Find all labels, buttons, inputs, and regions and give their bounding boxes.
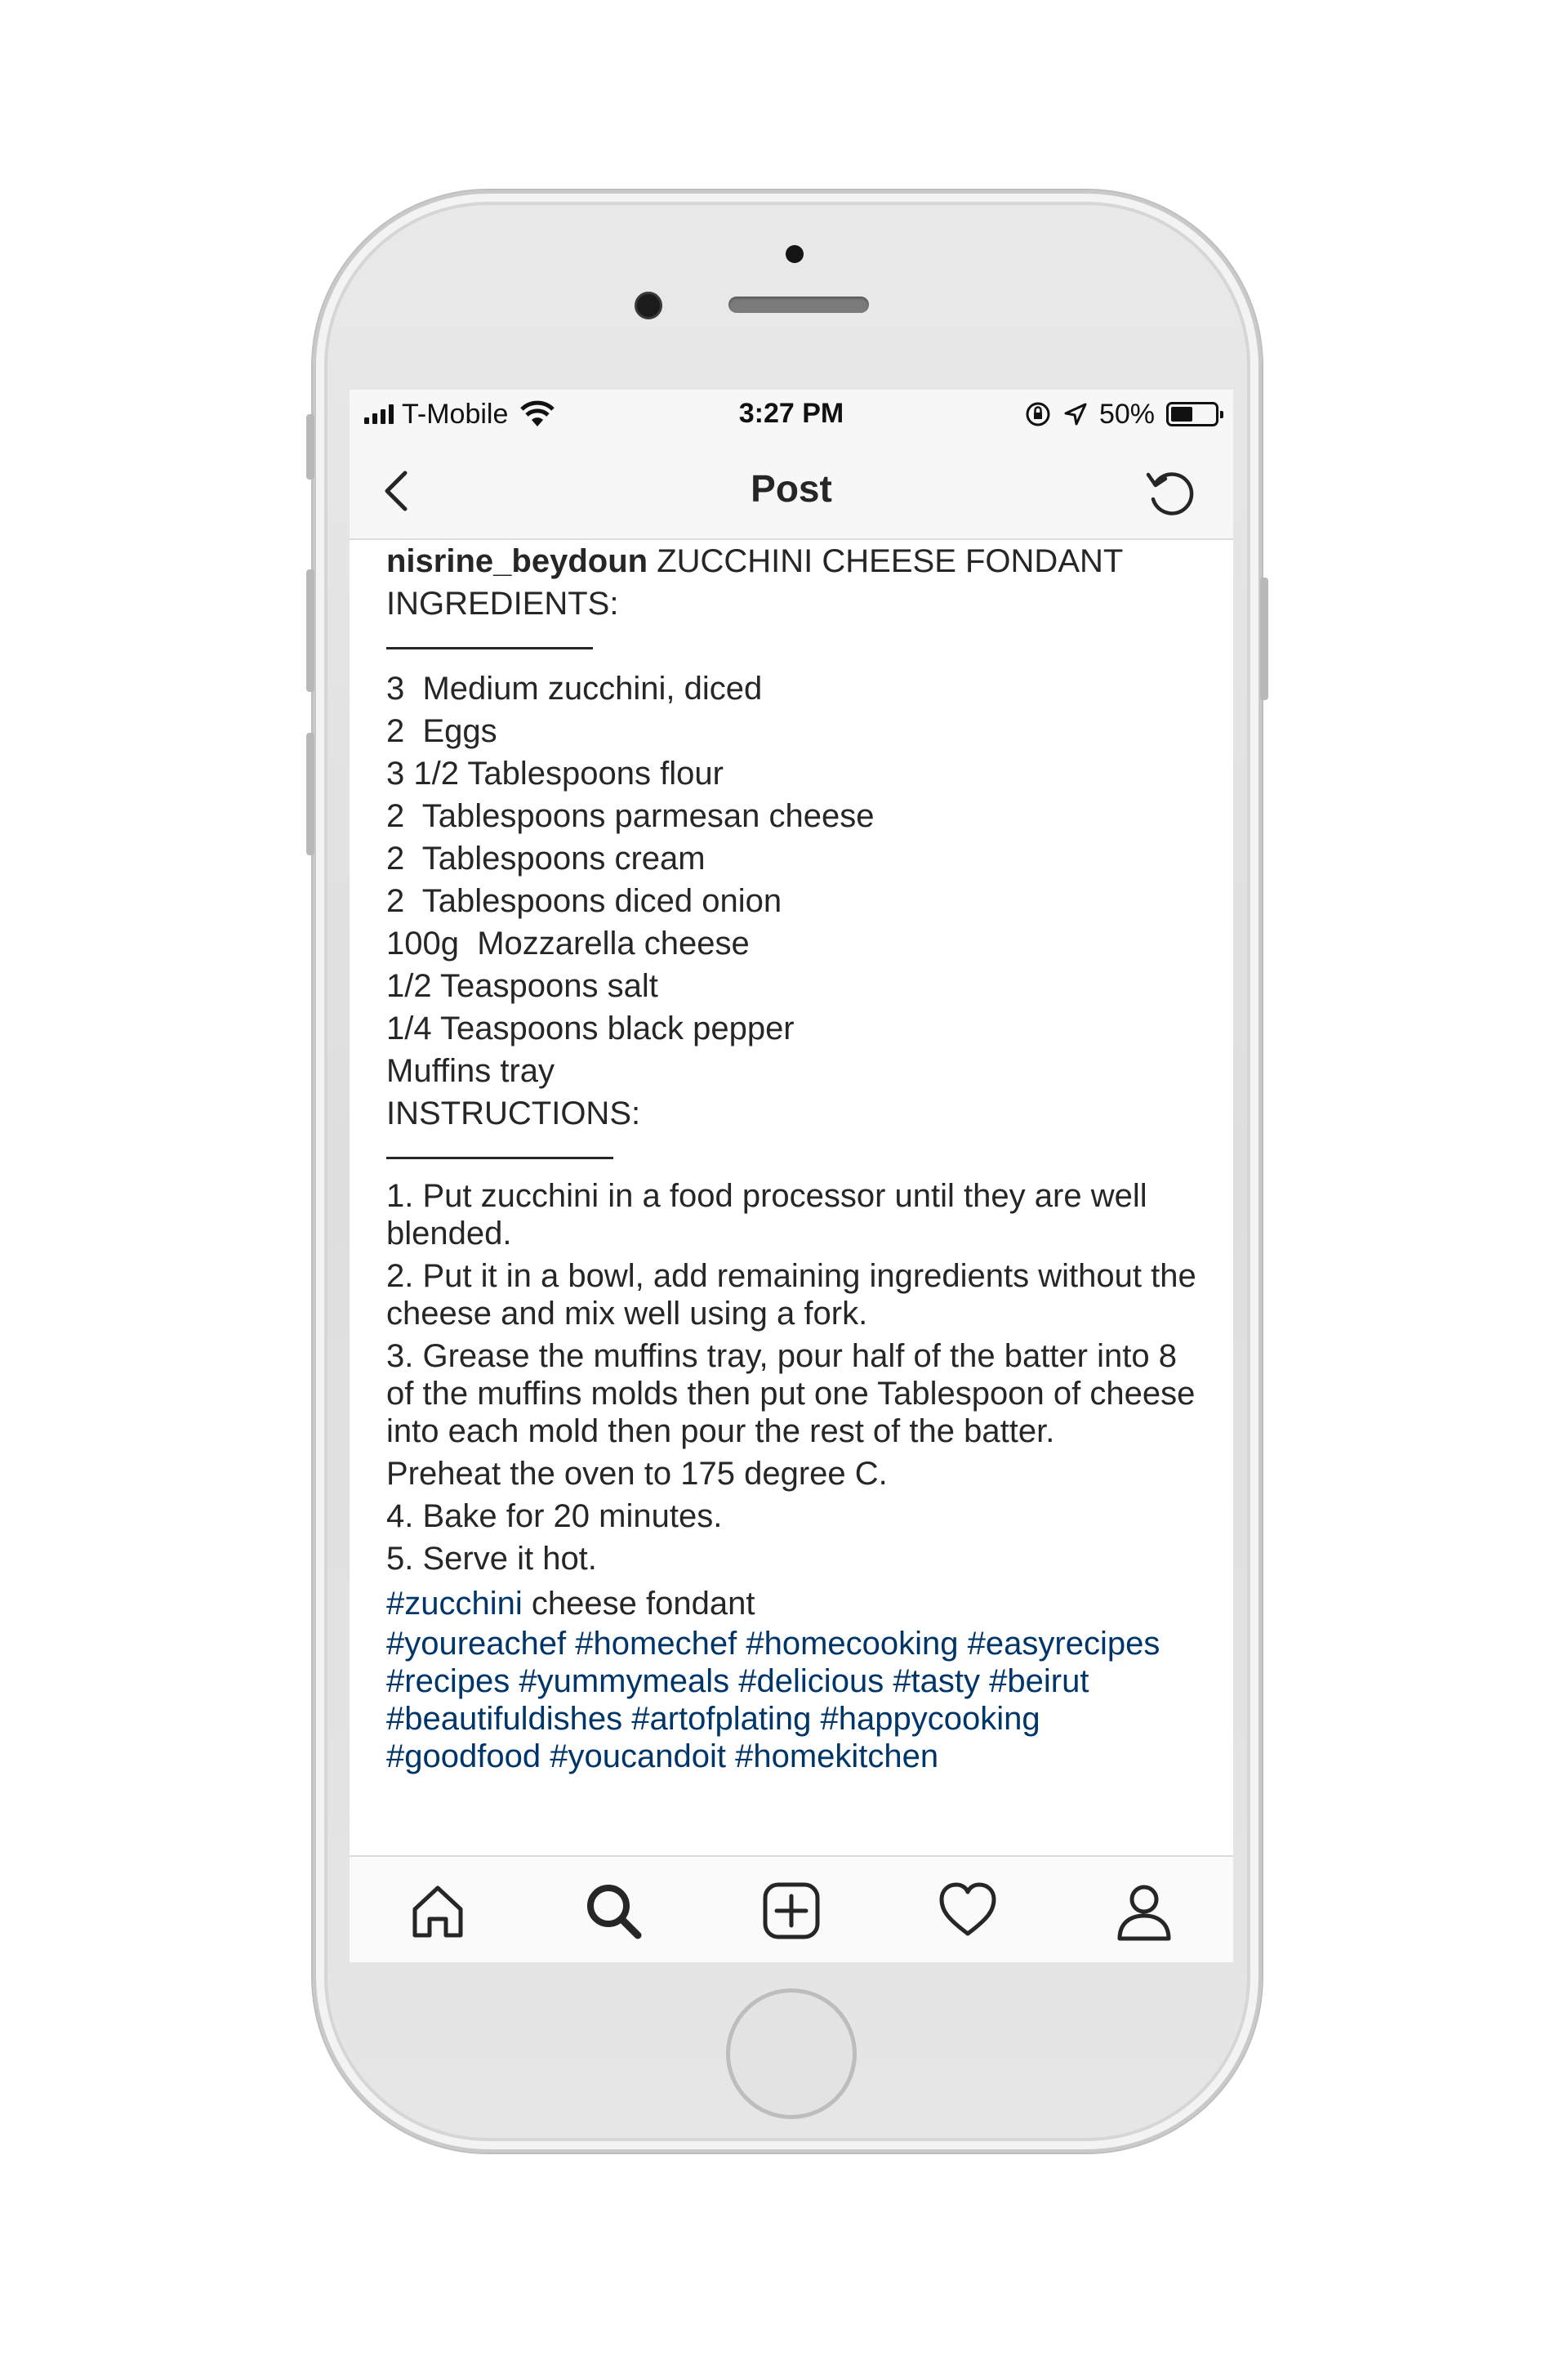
post-username[interactable]: nisrine_beydoun xyxy=(386,543,648,579)
instruction-step: 5. Serve it hot. xyxy=(386,1541,597,1577)
phone-screen xyxy=(350,390,1233,1962)
tag-line-text: cheese fondant xyxy=(522,1586,755,1622)
location-icon xyxy=(1063,402,1088,426)
ingredient-item: 2 Tablespoons parmesan cheese xyxy=(386,798,875,834)
post-caption xyxy=(386,540,1203,1796)
ingredient-item: 3 1/2 Tablespoons flour xyxy=(386,756,724,792)
ingredient-item: 2 Eggs xyxy=(386,713,497,749)
ingredient-item: 100g Mozzarella cheese xyxy=(386,926,750,962)
hashtag-link[interactable]: #homekitchen xyxy=(735,1738,939,1774)
hashtag-list xyxy=(386,1625,1203,1775)
add-post-icon[interactable] xyxy=(760,1880,822,1942)
orientation-lock-icon xyxy=(1024,400,1052,428)
instructions-heading: INSTRUCTIONS: xyxy=(386,1095,641,1131)
search-icon[interactable] xyxy=(582,1880,644,1942)
hashtag-link[interactable]: #homecooking xyxy=(746,1626,959,1662)
front-camera xyxy=(786,245,804,263)
tag-line xyxy=(386,1582,1203,1625)
navigation-bar xyxy=(350,439,1233,540)
mute-switch xyxy=(306,414,314,480)
ingredient-item: Muffins tray xyxy=(386,1053,555,1089)
hashtag-link[interactable]: #artofplating xyxy=(631,1701,812,1737)
ingredient-item: 2 Tablespoons cream xyxy=(386,841,706,877)
instruction-step: 4. Bake for 20 minutes. xyxy=(386,1498,723,1534)
proximity-sensor xyxy=(635,292,662,319)
carrier-name: T-Mobile xyxy=(402,398,509,430)
ingredient-item: 1/2 Teaspoons salt xyxy=(386,968,658,1004)
home-icon[interactable] xyxy=(407,1880,469,1942)
hashtag-link[interactable]: #beautifuldishes xyxy=(386,1701,623,1737)
instructions-list xyxy=(386,1177,1203,1577)
battery-icon xyxy=(1166,402,1218,426)
recipe-title: ZUCCHINI CHEESE FONDANT xyxy=(657,543,1124,579)
power-button xyxy=(1260,578,1268,700)
ingredients-divider xyxy=(386,625,1203,667)
ingredient-item: 2 Tablespoons diced onion xyxy=(386,883,782,919)
status-time: 3:27 PM xyxy=(738,398,844,429)
ingredient-item: 1/4 Teaspoons black pepper xyxy=(386,1011,795,1046)
hashtag-link[interactable]: #tasty xyxy=(893,1663,981,1699)
instruction-step: 1. Put zucchini in a food processor until they are well blended. xyxy=(386,1178,1147,1252)
volume-up-button xyxy=(306,569,314,692)
heart-icon[interactable] xyxy=(937,1880,999,1942)
hashtag-link[interactable]: #happycooking xyxy=(820,1701,1040,1737)
page-title: Post xyxy=(751,467,832,510)
instructions-divider xyxy=(386,1135,1203,1177)
hashtag-link[interactable]: #recipes xyxy=(386,1663,510,1699)
bottom-tab-bar xyxy=(350,1855,1233,1962)
hashtag-link[interactable]: #delicious xyxy=(738,1663,884,1699)
refresh-icon[interactable] xyxy=(1142,463,1200,522)
hashtag-link[interactable]: #youreachef xyxy=(386,1626,567,1662)
instruction-step: Preheat the oven to 175 degree C. xyxy=(386,1456,888,1492)
instruction-step: 3. Grease the muffins tray, pour half of the batter into 8 of the muffins molds then put one Tablespoon of cheese into each mold then pour the rest of the batter. xyxy=(386,1338,1196,1449)
hashtag-link[interactable]: #zucchini xyxy=(386,1586,523,1622)
ingredients-list xyxy=(386,667,1203,1092)
home-button[interactable] xyxy=(726,1988,857,2119)
status-right xyxy=(1024,398,1218,431)
battery-percent: 50% xyxy=(1098,398,1155,430)
instruction-step: 2. Put it in a bowl, add remaining ingredients without the cheese and mix well using a fork. xyxy=(386,1258,1196,1332)
hashtag-link[interactable]: #homechef xyxy=(575,1626,737,1662)
caption-header xyxy=(386,540,1203,582)
ingredients-heading: INGREDIENTS: xyxy=(386,586,619,622)
profile-icon[interactable] xyxy=(1113,1880,1175,1942)
hashtag-link[interactable]: #youcandoit xyxy=(550,1738,726,1774)
hashtag-link[interactable]: #beirut xyxy=(989,1663,1089,1699)
ingredient-item: 3 Medium zucchini, diced xyxy=(386,671,763,707)
earpiece-speaker xyxy=(728,297,869,313)
volume-down-button xyxy=(306,733,314,855)
status-bar xyxy=(350,390,1233,439)
hashtag-link[interactable]: #easyrecipes xyxy=(967,1626,1160,1662)
hashtag-link[interactable]: #yummymeals xyxy=(519,1663,730,1699)
hashtag-link[interactable]: #goodfood xyxy=(386,1738,541,1774)
